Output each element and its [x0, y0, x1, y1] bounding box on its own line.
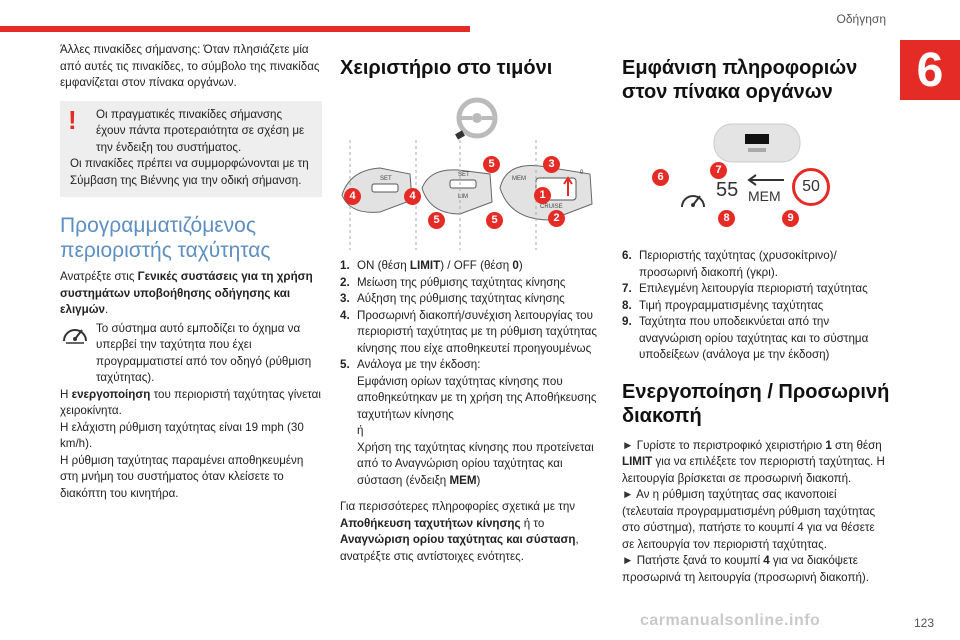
stalk-label-lim: LIM [458, 194, 469, 200]
bullet-arrow-icon: ► [622, 554, 634, 567]
control-items-list [340, 258, 610, 489]
item-number: 4. [340, 308, 350, 322]
stalk-label-set-1: SET [380, 176, 392, 182]
programmed-speed-value: 55 [716, 179, 739, 201]
item-number: 3. [340, 292, 350, 305]
item5-b-suffix: ) [476, 473, 481, 487]
column-3 [622, 42, 890, 586]
item-number: 8. [622, 298, 632, 312]
item-text: Επιλεγμένη λειτουργία περιοριστή ταχύτητας [639, 282, 868, 295]
control-item [340, 308, 610, 358]
item-text: ) / OFF (θέση [440, 259, 513, 272]
display-item [622, 314, 890, 364]
speed-limiter-status-icon [678, 186, 708, 214]
speed-limit-sign: 50 [792, 168, 830, 206]
instruction-2 [622, 487, 890, 553]
control-stalks-illustration [340, 140, 610, 250]
watermark: carmanualsonline.info [640, 612, 821, 629]
warning-icon: ! [68, 104, 77, 135]
activation-text [60, 387, 322, 420]
item-text: Περιοριστής ταχύτητας (χρυσοκίτρινο)/προσωρινή διακοπή (γκρι). [639, 249, 837, 279]
item-text: Ανάλογα με την έκδοση: [357, 358, 481, 371]
item5-or: ή [357, 424, 364, 437]
bullet-arrow-icon: ► [622, 488, 634, 501]
instruction-3 [622, 553, 890, 586]
control-item [340, 258, 610, 275]
mem-indicator: MEM [748, 188, 781, 204]
more-info-suffix: , ανατρέξτε στις αντίστοιχες ενότητες. [340, 533, 579, 563]
limiter-info-row [60, 321, 322, 387]
item-number: 2. [340, 275, 350, 289]
stalk-label-off: 0 [580, 170, 584, 176]
display-item [622, 281, 890, 298]
instruction-1-text: Γυρίστε το περιστροφικό χειριστήριο [633, 438, 826, 452]
item5-b-bold: MEM [449, 473, 477, 487]
badge-9: 9 [782, 210, 799, 227]
more-info-link-1: Αποθήκευση ταχυτήτων κίνησης [340, 516, 521, 530]
instrument-display-figure [622, 114, 890, 242]
display-info-heading: Εμφάνιση πληροφοριών στον πίνακα οργάνων [622, 57, 858, 103]
badge-1: 1 [534, 187, 551, 204]
item-number: 7. [622, 282, 632, 295]
instruction-1-limit: LIMIT [622, 455, 653, 468]
control-item [340, 275, 610, 292]
reference-prefix: Ανατρέξτε στις [60, 270, 138, 283]
item-text: ON (θέση [357, 259, 410, 272]
item-text: ) [518, 259, 523, 272]
activation-keyword: ενεργοποίηση [71, 387, 151, 401]
section-heading: Προγραμματιζόμενος περιοριστής ταχύτητας [60, 214, 271, 262]
instrument-cluster-icon [712, 120, 802, 166]
stalk-label-mem: MEM [512, 176, 526, 182]
more-info-text [340, 499, 610, 565]
steering-stalk-figure [340, 90, 610, 252]
item-number: 9. [622, 315, 632, 328]
reference-text [60, 269, 322, 319]
reference-link: Γενικές συστάσεις για τη χρήση συστημάτων υποβοήθησης οδήγησης και ελιγμών [60, 270, 313, 316]
instruction-3-bold: 4 [763, 554, 770, 567]
activation-suffix: του περιοριστή ταχύτητας γίνεται χειροκίνητα. [60, 387, 321, 417]
badge-8: 8 [718, 210, 735, 227]
control-item [340, 357, 610, 489]
item-text: Αύξηση της ρύθμισης ταχύτητας κίνησης [357, 292, 565, 305]
min-setting-text: Η ελάχιστη ρύθμιση ταχύτητας είναι 19 mph (30 km/h). [60, 420, 304, 450]
badge-5b: 5 [486, 212, 503, 229]
warning-text-1: Οι πραγματικές πινακίδες σήμανσης έχουν πάντα προτεραιότητα σε σχέση με την ένδειξη του συστήματος. [96, 107, 305, 154]
instruction-3-text: Πατήστε ξανά το κουμπί [633, 554, 764, 567]
bullet-arrow-icon: ► [622, 438, 634, 452]
badge-5a: 5 [428, 212, 445, 229]
more-info-link-2: Αναγνώριση ορίου ταχύτητας και σύσταση [340, 533, 576, 546]
warning-box [60, 101, 322, 198]
item-number: 1. [340, 259, 350, 272]
speed-limiter-icon [60, 321, 90, 347]
badge-6: 6 [652, 169, 669, 186]
item5-b-text: Χρήση της ταχύτητας κίνησης που προτείνεται από το Αναγνώριση ορίου ταχύτητας και σύσταση (ένδειξη [357, 440, 594, 487]
instruction-1-bold: 1 [825, 438, 832, 452]
column-1 [60, 42, 322, 502]
badge-4a: 4 [344, 188, 361, 205]
item-text: Μείωση της ρύθμισης ταχύτητας κίνησης [357, 275, 566, 289]
instruction-2-text: Αν η ρύθμιση ταχύτητας σας ικανοποιεί (τελευταία προγραμματισμένη ρύθμιση ταχύτητας στο σύστημα), πατήστε το κουμπί 4 για να θέσετε σε λειτουργία τον περιοριστή ταχύτητας. [622, 488, 876, 551]
instruction-1-suffix: για να επιλέξετε τον περιοριστή ταχύτητας. Η λειτουργία βρίσκεται σε προσωρινή διακοπή. [622, 455, 885, 485]
steering-wheel-icon [452, 96, 502, 142]
chapter-number: 6 [900, 40, 960, 100]
left-arrow-icon [746, 174, 786, 186]
item-bold: 0 [512, 259, 519, 272]
header-accent-bar [0, 26, 470, 32]
stalk-label-set-2: SET [458, 172, 470, 178]
item-number: 6. [622, 249, 632, 262]
more-info-prefix: Για περισσότερες πληροφορίες σχετικά με την [340, 500, 576, 513]
item-text: Τιμή προγραμματισμένης ταχύτητας [639, 298, 824, 312]
page-number: 123 [914, 616, 935, 630]
item-number: 5. [340, 358, 350, 371]
stalk-label-cruise: CRUISE [540, 204, 563, 210]
steering-controls-heading: Χειριστήριο στο τιμόνι [340, 57, 553, 79]
display-item [622, 298, 890, 315]
intro-text: Άλλες πινακίδες σήμανσης: Όταν πλησιάζετε μία από αυτές τις πινακίδες, το σύμβολο της πινακίδας εμφανίζεται στον πίνακα οργάνων. [60, 43, 320, 89]
item-bold: LIMIT [409, 259, 441, 272]
activation-heading: Ενεργοποίηση / Προσωρινή διακοπή [622, 380, 890, 427]
item-text: Ταχύτητα που υποδεικνύεται από την αναγνώριση ορίου ταχύτητας και το σύστημα υποδείξεων (ανάλογα με την έκδοση) [639, 315, 869, 361]
control-item [340, 291, 610, 308]
display-item [622, 248, 890, 281]
badge-2: 2 [548, 210, 565, 227]
instruction-3-suffix: για να διακόψετε προσωρινά τη λειτουργία (προσωρινή διακοπή). [622, 554, 869, 584]
column-2 [340, 42, 610, 565]
warning-text-2: Οι πινακίδες πρέπει να συμμορφώνονται με τη Σύμβαση της Βιέννης για την οδική σήμανση. [70, 157, 309, 187]
instruction-1 [622, 438, 890, 488]
badge-3: 3 [543, 156, 560, 173]
item5-option-a: Εμφάνιση ορίων ταχύτητας κίνησης που αποθηκεύτηκαν με τη χρήση της Αποθήκευσης ταχυτήτων κίνησης [357, 374, 597, 421]
memory-note-text: Η ρύθμιση ταχύτητας παραμένει αποθηκευμένη στη μνήμη του συστήματος όταν κλείσετε το διακόπτη του κινητήρα. [60, 453, 304, 500]
item-text: Προσωρινή διακοπή/συνέχιση λειτουργίας του περιοριστή ταχύτητας με τη ρύθμιση ταχύτητας κίνησης που είχε αποθηκευτεί προηγουμένως [357, 308, 597, 355]
reference-suffix: . [104, 303, 109, 316]
badge-5c: 5 [483, 156, 500, 173]
activation-prefix: Η [60, 387, 72, 401]
more-info-mid: ή το [520, 516, 545, 530]
instruction-1-mid: στη θέση [831, 438, 882, 452]
section-title: Οδήγηση [836, 12, 886, 26]
display-items-list [622, 248, 890, 364]
item5-option-b [357, 440, 610, 490]
badge-7: 7 [710, 162, 727, 179]
limiter-description: Το σύστημα αυτό εμποδίζει το όχημα να υπερβεί την ταχύτητα που έχει προγραμματιστεί από τον οδηγό (ρύθμιση ταχύτητας). [96, 321, 312, 384]
badge-4b: 4 [404, 188, 421, 205]
